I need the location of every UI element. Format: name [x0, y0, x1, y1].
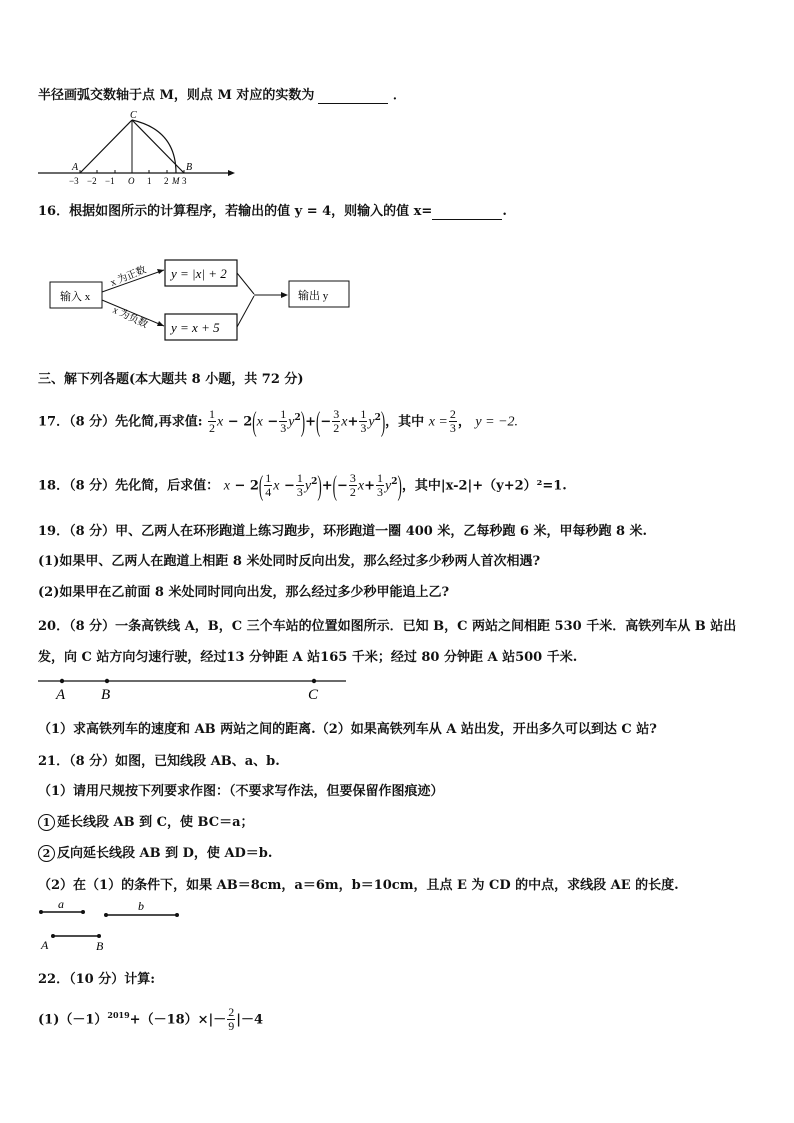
q15-end: ．: [392, 88, 406, 103]
q15-number-line-figure: [36, 108, 236, 188]
station-A-label: A: [56, 687, 66, 703]
input-label: 输入 x: [60, 291, 91, 303]
q16-text: 16．根据如图所示的计算程序，若输出的值 y = 4，则输入的值 x=: [38, 204, 433, 219]
neg-condition-label: x 为负数: [110, 304, 150, 331]
q19-part2: (2)如果甲在乙前面 8 米处同时同向出发，那么经过多少秒甲能追上乙?: [38, 585, 450, 600]
circled-number-1: 1: [38, 814, 55, 831]
section-3-heading: 三、解下列各题(本大题共 8 小题，共 72 分): [38, 372, 304, 387]
tick-3: 3: [182, 176, 187, 186]
segment-AC: [80, 120, 132, 173]
label-B: B: [186, 162, 193, 173]
q17-prefix: 17．（8 分）先化简,再求值:: [38, 414, 203, 430]
point-B-label: B: [96, 939, 104, 953]
q17-x-eq: x =: [428, 414, 448, 430]
tick-1: 1: [147, 176, 152, 186]
arc-CM: [132, 120, 176, 173]
q19-part1: (1)如果甲、乙两人在跑道上相距 8 米处同时反向出发，那么经过多少秒两人首次相遇?: [38, 554, 541, 569]
q20-line1: 20．（8 分）一条高铁线 A，B，C 三个车站的位置如图所示．已知 B，C 两站之间相距 530 千米．高铁列车从 B 站出: [38, 619, 737, 634]
q16-end: .: [502, 204, 507, 219]
label-A: A: [72, 162, 79, 173]
tick-origin: O: [128, 176, 135, 186]
segment-b-label: b: [138, 899, 144, 913]
tick-neg1: −1: [105, 176, 115, 186]
q15-answer-blank[interactable]: [318, 88, 388, 104]
q17-cond: ，其中: [385, 414, 425, 430]
q16-answer-blank[interactable]: [432, 204, 502, 220]
station-A-dot: [60, 679, 64, 683]
station-B-label: B: [101, 687, 111, 703]
q21-part1: （1）请用尺规按下列要求作图：（不要求写作法，但要保留作图痕迹）: [38, 784, 444, 799]
formula-bottom: y = x + 5: [171, 320, 220, 335]
point-A-label: A: [41, 938, 49, 952]
q17-line: 17．（8 分）先化简,再求值: $\frac{1}{2}$ x − 2(x − $\frac{1}{3}$ $y^2)+(-$ $\frac{3}{2}$ x+ $\frac{1}{3}$ $y^2$)，其中 x = $\frac{2}{3}$ ， y = −2.: [38, 404, 519, 438]
q20-ask: （1）求高铁列车的速度和 AB 两站之间的距离.（2）如果高铁列车从 A 站出发，开出多久可以到达 C 站?: [38, 722, 657, 737]
station-C-label: C: [308, 687, 319, 703]
segment-CB: [132, 120, 184, 173]
tick-neg3: −3: [69, 176, 79, 186]
output-label: 输出 y: [298, 290, 329, 302]
q16-flowchart: [48, 252, 358, 344]
q22-exponent: 2019: [107, 1010, 130, 1020]
label-C: C: [130, 110, 137, 121]
q21-step1: 1 延长线段 AB 到 C，使 BC＝a；: [38, 811, 254, 831]
q21-text: 21．（8 分）如图，已知线段 AB、a、b.: [38, 754, 280, 769]
pos-condition-label: x 为正数: [109, 264, 148, 289]
q22-text: 22．（10 分）计算:: [38, 972, 156, 987]
q17-y-eq: y = −2.: [475, 414, 519, 430]
label-M: M: [172, 176, 180, 186]
q15-line: [38, 84, 406, 104]
q21-part2: （2）在（1）的条件下，如果 AB＝8cm，a＝6m，b＝10cm，且点 E 为 CD 的中点，求线段 AE 的长度.: [38, 878, 679, 893]
q21-step2: 2 反向延长线段 AB 到 D，使 AD＝b.: [38, 842, 272, 862]
segment-a-label: a: [58, 898, 64, 911]
q20-line2: 发，向 C 站方向匀速行驶，经过13 分钟距 A 站165 千米；经过 80 分钟距 A 站500 千米.: [38, 650, 578, 665]
tick-2: 2: [164, 176, 169, 186]
station-B-dot: [105, 679, 109, 683]
q19-text: 19．（8 分）甲、乙两人在环形跑道上练习跑步，环形跑道一圈 400 米，乙每秒跑 6 米，甲每秒跑 8 米.: [38, 524, 648, 539]
q20-station-figure: [36, 674, 356, 704]
formula-top: y = |x| + 2: [171, 266, 227, 281]
q15-text: 半径画弧交数轴于点 M，则点 M 对应的实数为: [38, 88, 315, 103]
station-C-dot: [312, 679, 316, 683]
q18-prefix: 18．（8 分）先化简，后求值：: [38, 478, 220, 494]
tick-neg2: −2: [87, 176, 97, 186]
q18-cond: ，其中|x-2|+（y+2）²=1.: [401, 478, 567, 494]
q21-segments-figure: [36, 898, 196, 954]
q22-expression: $(1)(-1)^{2019}+(-18)\times|-$ $\frac{2}{9}$ |－4: [38, 1005, 264, 1034]
q18-line: 18．（8 分）先化简，后求值： x − 2( $\frac{1}{4}$ x − $\frac{1}{3}$ $y^2)+(-$ $\frac{3}{2}$ x+ $\frac{1}{3}$ $y^2$)，其中|x-2|+（y+2）²=1.: [38, 468, 567, 502]
circled-number-2: 2: [38, 845, 55, 862]
q16-line: [38, 200, 507, 220]
axis-arrow: [228, 170, 235, 176]
